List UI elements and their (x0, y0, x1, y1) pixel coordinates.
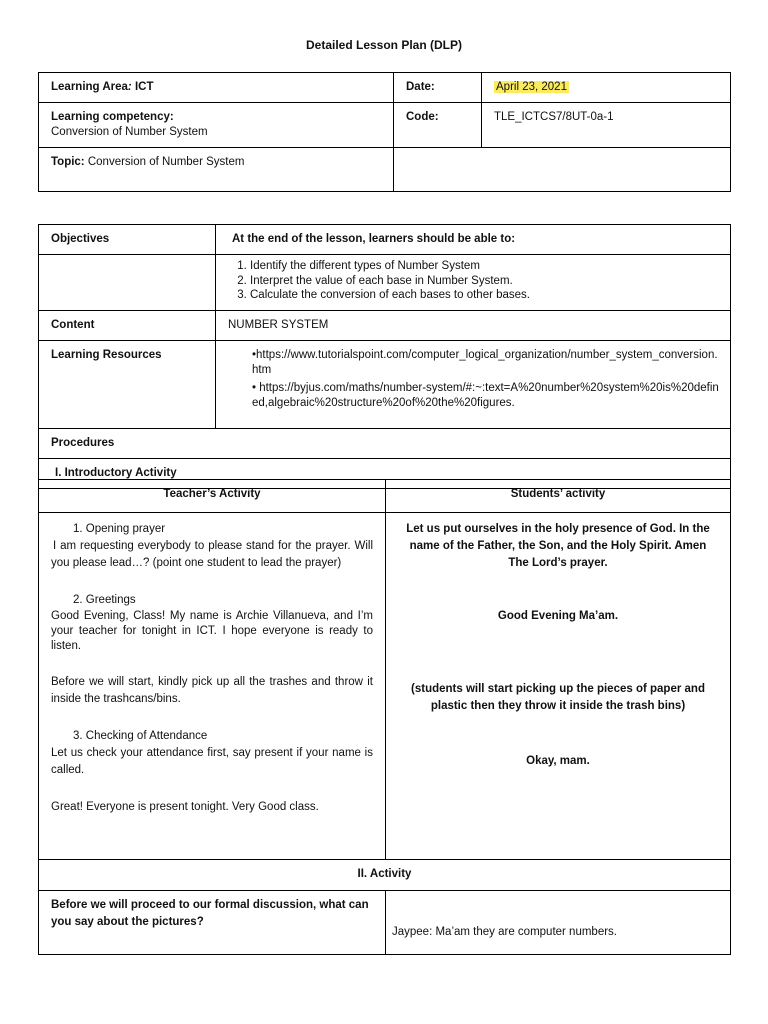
procedures-cell (39, 429, 731, 459)
greeting-response: Good Evening Ma’am. (497, 610, 619, 622)
attendance-response: Okay, mam. (526, 755, 590, 767)
great-text: Great! Everyone is present tonight. Very Good class. (51, 801, 319, 813)
student-header-cell (386, 480, 731, 513)
objectives-intro-cell (216, 225, 731, 255)
learning-area-cell (39, 73, 394, 103)
topic-label: Topic: (51, 156, 85, 168)
section2-cell (39, 860, 731, 891)
activity-table (38, 479, 731, 955)
objectives-label-cell (39, 225, 216, 255)
teacher-header: Teacher’s Activity (163, 488, 261, 500)
student-activity-cell (386, 513, 731, 860)
student-header: Students’ activity (510, 488, 606, 500)
objectives-label: Objectives (51, 233, 110, 245)
greetings-text: Good Evening, Class! My name is Archie Villanueva, and I’m your teacher for tonight in ICT. I hope everyone is ready to listen. (51, 610, 373, 652)
greetings-heading: 2. Greetings (73, 594, 136, 606)
date-label: Date: (406, 81, 435, 93)
content-value: NUMBER SYSTEM (228, 319, 329, 331)
date-label-cell (394, 73, 482, 103)
content-label: Content (51, 319, 95, 331)
topic-cell (39, 148, 394, 192)
resources-label-cell (39, 341, 216, 429)
code-value-cell (482, 103, 731, 148)
objective-item: 3. Calculate the conversion of each bases to other bases. (250, 288, 718, 303)
resources-label: Learning Resources (51, 349, 162, 361)
activity-answer-cell (386, 891, 731, 955)
prayer-heading: 1. Opening prayer (73, 523, 166, 535)
objective-item: 2. Interpret the value of each base in Number System. (250, 274, 718, 289)
learning-area-value: ICT (134, 81, 154, 93)
intro-activity-label: I. Introductory Activity (55, 467, 177, 479)
activity-question-cell (39, 891, 386, 955)
competency-cell (39, 103, 394, 148)
teacher-activity-cell (39, 513, 386, 860)
code-label: Code: (406, 111, 439, 123)
attendance-text: Let us check your attendance first, say present if your name is called. (51, 747, 373, 776)
attendance-heading: 3. Checking of Attendance (73, 730, 208, 742)
learning-area-label: Learning Area (51, 81, 128, 93)
activity-question: Before we will proceed to our formal discussion, what can you say about the pictures? (51, 899, 369, 928)
resource-link[interactable]: • https://byjus.com/maths/number-system/#:~:text=A%20number%20system%20is%20defined,algebraic%20structure%20of%20the%20figures. (252, 382, 719, 409)
date-value-cell (482, 73, 731, 103)
procedures-label: Procedures (51, 437, 115, 449)
content-label-cell (39, 311, 216, 341)
activity-answer: Jaypee: Ma’am they are computer numbers. (392, 926, 617, 938)
trash-response: (students will start picking up the pieces of paper and plastic then they throw it inside the trash bins) (411, 683, 705, 712)
objectives-list (228, 259, 718, 303)
topic-empty-cell (394, 148, 731, 192)
learning-area-sep: : (127, 81, 132, 93)
competency-label: Learning competency: (51, 111, 174, 123)
code-value: TLE_ICTCS7/8UT-0a-1 (494, 111, 614, 123)
resources-cell (216, 341, 731, 429)
section2-label: II. Activity (357, 868, 412, 880)
date-value: April 23, 2021 (496, 81, 567, 93)
code-label-cell (394, 103, 482, 148)
competency-value: Conversion of Number System (51, 126, 208, 138)
document-title: Detailed Lesson Plan (DLP) (305, 38, 463, 52)
objective-item: 1. Identify the different types of Number System (250, 259, 718, 274)
trash-text: Before we will start, kindly pick up all the trashes and throw it inside the trashcans/bins. (51, 676, 373, 705)
content-value-cell (216, 311, 731, 341)
header-table (38, 72, 731, 192)
objectives-list-cell (216, 255, 731, 311)
objectives-empty-cell (39, 255, 216, 311)
plan-table (38, 224, 731, 489)
teacher-header-cell (39, 480, 386, 513)
prayer-response: Let us put ourselves in the holy presence of God. In the name of the Father, the Son, and the Holy Spirit. Amen The Lord’s prayer. (406, 523, 710, 569)
objectives-intro: At the end of the lesson, learners should be able to: (232, 233, 516, 245)
resource-link[interactable]: •https://www.tutorialspoint.com/computer_logical_organization/number_system_conversion.htm (252, 349, 718, 376)
prayer-text: I am requesting everybody to please stand for the prayer. Will you please lead…? (point one student to lead the prayer) (51, 540, 373, 569)
topic-value: Conversion of Number System (87, 156, 245, 168)
